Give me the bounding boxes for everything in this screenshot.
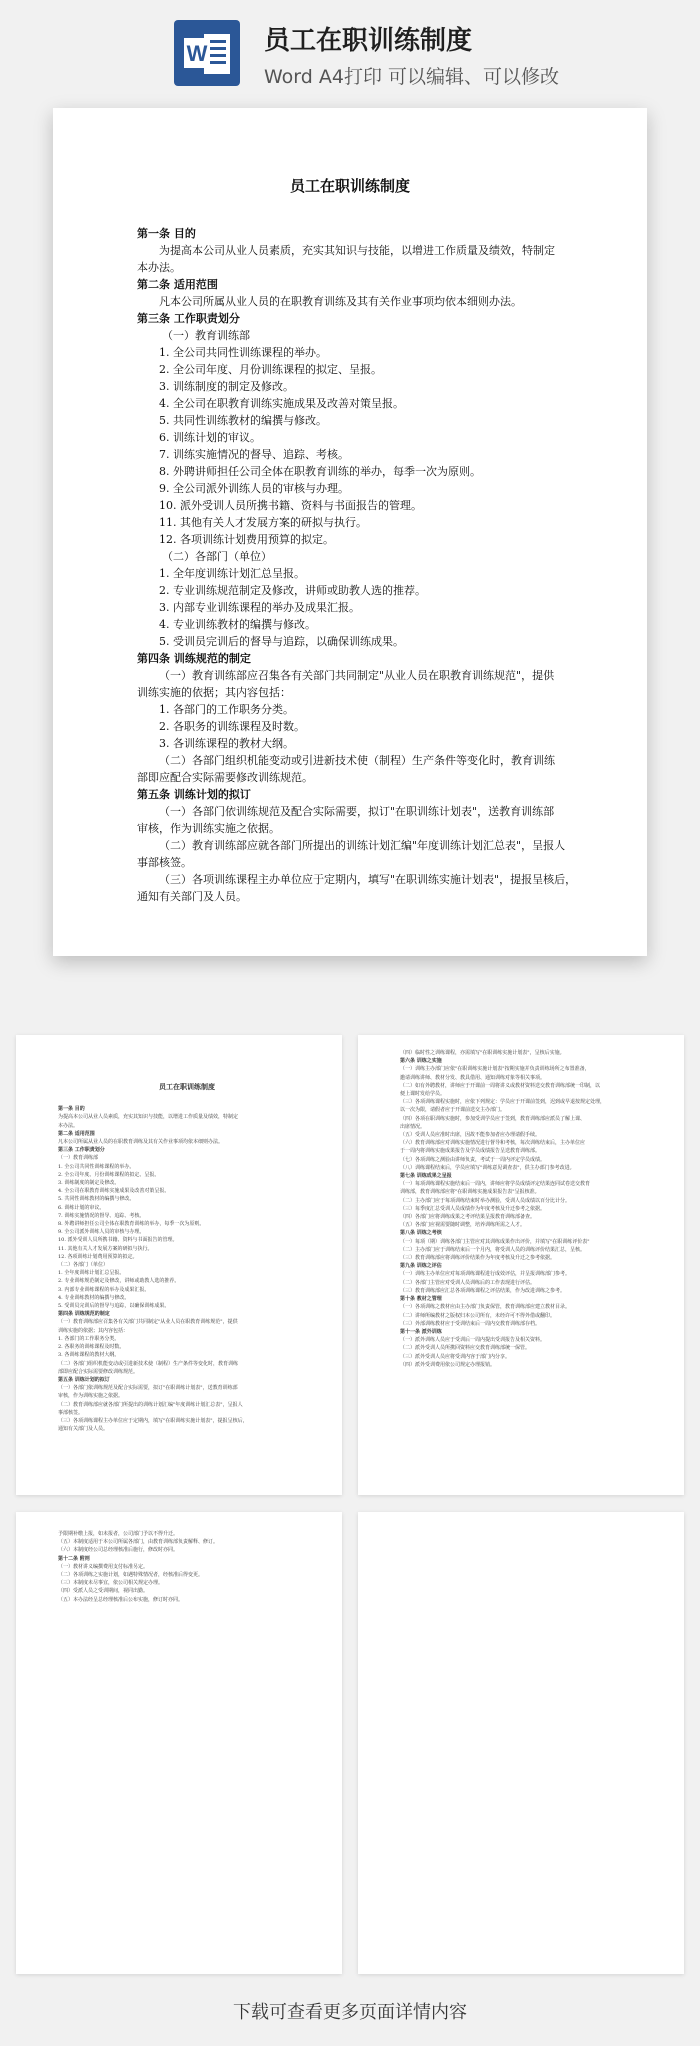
thumbnail-line: （二）各部门（单位） bbox=[58, 1262, 109, 1269]
thumbnail-line: （二）各项训练之实施计划，如遇特殊情况者，经核准后得变更。 bbox=[58, 1572, 204, 1579]
thumbnail-line: 第五条 训练计划的拟订 bbox=[58, 1376, 110, 1383]
thumbnail-line: 予限期补缴上报，如未报者，公司部门予以不得升迁。 bbox=[58, 1531, 179, 1537]
thumbnail-line: （三）各项训练课程主办单位应于定期内，填写"在职训练实施计划表"，提报呈核后， bbox=[58, 1417, 248, 1424]
document-line: 9. 全公司派外训练人员的审核与办理。 bbox=[159, 482, 349, 495]
document-line: 2. 各职务的训练课程及时数。 bbox=[159, 720, 305, 733]
thumbnail-line: 第一条 目的 bbox=[58, 1106, 85, 1113]
thumbnail-text bbox=[58, 1530, 316, 1604]
document-line: 2. 专业训练规范制定及修改，讲师或助教人选的推荐。 bbox=[159, 584, 426, 597]
page-subtitle: Word A4打印 可以编辑、可以修改 bbox=[264, 66, 560, 88]
thumbnail-line: （五）受训人员应准时出席，因故不能参加者应办理请假手续。 bbox=[400, 1132, 541, 1139]
document-line: 3. 内部专业训练课程的举办及成果汇报。 bbox=[159, 601, 360, 614]
thumbnail-line: （八）训练课程结束后，学员应填写"训练意见调查表"，供主办部门参考改进。 bbox=[400, 1164, 575, 1171]
document-line: 10. 派外受训人员所携书籍、资料与书面报告的管理。 bbox=[159, 499, 422, 512]
document-line: 1. 各部门的工作职务分类。 bbox=[159, 703, 294, 716]
document-line: 3. 各训练课程的教材大纲。 bbox=[159, 737, 294, 750]
document-line: 1. 全公司共同性训练课程的举办。 bbox=[159, 346, 327, 359]
thumbnail-line: （一）教育训练部应召集各有关部门共同制定"从业人员在职教育训练规范"，提供 bbox=[58, 1319, 238, 1326]
document-line: （三）各项训练课程主办单位应于定期内，填写"在职训练实施计划表"，提报呈核后， bbox=[159, 873, 577, 886]
thumbnail-line: 3. 训练制度的制定及修改。 bbox=[58, 1180, 120, 1187]
thumbnail-line: （二）各部门组织机能变动或引进新技术使（制程）生产条件等变化时，教育训练 bbox=[58, 1360, 239, 1367]
page-thumbnail-4[interactable] bbox=[358, 1512, 684, 1974]
page-thumbnail-3[interactable] bbox=[16, 1512, 342, 1974]
thumbnail-line: 事部核签。 bbox=[58, 1409, 84, 1416]
thumbnail-line: 8. 外聘讲师担任公司全体在职教育训练的举办，每季一次为原则。 bbox=[58, 1221, 205, 1228]
document-preview-page[interactable] bbox=[53, 108, 647, 956]
document-line: 4. 专业训练教材的编撰与修改。 bbox=[159, 618, 316, 631]
thumbnail-line: （三）每季度汇总受训人员成绩作为年度考核及升迁参考之依据。 bbox=[400, 1205, 546, 1212]
thumbnail-line: 1. 全年度训练计划汇总呈报。 bbox=[58, 1270, 125, 1277]
document-line: 6. 训练计划的审议。 bbox=[159, 431, 261, 444]
header bbox=[0, 0, 700, 100]
thumbnail-line: （六）本制度经公司总经理核准后施行，修改时亦同。 bbox=[58, 1547, 179, 1554]
thumbnail-line: 凡本公司所属从业人员的在职教育训练及其有关作业事项均依本细则办法。 bbox=[58, 1139, 224, 1146]
thumbnail-line: 第四条 训练规范的制定 bbox=[58, 1311, 110, 1318]
thumbnail-line: 第十条 教材之管理 bbox=[400, 1296, 442, 1303]
page-title: 员工在职训练制度 bbox=[264, 26, 473, 56]
thumbnail-line: （四）各部门应将训练成果之考评结果呈报教育训练部备查。 bbox=[400, 1214, 536, 1221]
thumbnail-line: 5. 共同性训练教材的编撰与修改。 bbox=[58, 1196, 135, 1203]
thumbnail-line: 为提高本公司从业人员素质，充实其知识与技能，以增进工作质量及绩效，特制定 bbox=[58, 1114, 239, 1121]
thumbnail-line: 1. 全公司共同性训练课程的举办。 bbox=[58, 1163, 135, 1170]
section-heading: 第五条 训练计划的拟订 bbox=[137, 788, 251, 801]
document-line: 5. 受训员完训后的督导与追踪，以确保训练成果。 bbox=[159, 635, 404, 648]
document-line: （二）教育训练部应就各部门所提出的训练计划汇编"年度训练计划汇总表"，呈报人 bbox=[159, 839, 566, 852]
document-line: （一）各部门依训练规范及配合实际需要，拟订"在职训练计划表"，送教育训练部 bbox=[159, 805, 555, 818]
thumbnail-line: 4. 全公司在职教育训练实施成果及改善对策呈报。 bbox=[58, 1188, 170, 1195]
thumbnail-line: 以一次为限，请假者应于开课前送交主办部门。 bbox=[400, 1107, 506, 1114]
thumbnail-line: （三）各项训练课程实施时，应依下列规定：学员应于开课前签到，迟到或早退按规定处理， bbox=[400, 1099, 606, 1106]
thumbnail-line: 2. 专业训练规范制定及修改，讲师或助教人选的推荐。 bbox=[58, 1278, 180, 1285]
document-line: 部即应配合实际需要修改训练规范。 bbox=[137, 771, 313, 784]
thumbnail-line: 审核，作为训练实施之依据。 bbox=[58, 1393, 124, 1400]
thumbnail-line: （三）教育训练部应汇总各项训练课程之评估结果，作为改进训练之参考。 bbox=[400, 1287, 566, 1294]
thumbnail-line: （二）如有外聘教材，讲师应于开课前一周将讲义或教材资料送交教育训练部统一印制，以 bbox=[400, 1082, 601, 1089]
thumbnail-line: （四）临时性之训练课程，亦需填写"在职训练实施计划表"，呈核后实施。 bbox=[400, 1050, 565, 1056]
thumbnail-line: （六）教育训练部应对训练实施情况进行督导和考核，每次训练结束后，主办单位应 bbox=[400, 1140, 586, 1147]
thumbnail-line: （二）各部门主管应对受训人员训练后的工作表现进行评估。 bbox=[400, 1279, 536, 1286]
thumbnail-line: 第二条 适用范围 bbox=[58, 1130, 95, 1137]
thumbnail-line: 2. 各职务的训练课程及时数。 bbox=[58, 1344, 125, 1351]
thumbnail-line: （一）训练主办部门应依"在职训练实施计划表"按期实施并负责训练场所之布置准备， bbox=[400, 1066, 590, 1073]
section-heading: 第二条 适用范围 bbox=[137, 278, 218, 291]
thumbnail-line: 4. 专业训练教材的编撰与修改。 bbox=[58, 1294, 130, 1301]
document-line: 凡本公司所属从业人员的在职教育训练及其有关作业事项均依本细则办法。 bbox=[159, 295, 522, 308]
thumbnail-line: （一）各部门依训练规范及配合实际需要，拟订"在职训练计划表"，送教育训练部 bbox=[58, 1385, 238, 1392]
thumbnail-line: （一）每项（期）训练各部门主管应对其训练成果作出评价，并填写"在职训练评价表" bbox=[400, 1238, 590, 1245]
thumbnail-line: （四）各项在职训练实施时，参加受训学员应于签到，教育训练部应派员了解上课、 bbox=[400, 1115, 586, 1122]
document-line: （二）各部门（单位） bbox=[162, 550, 272, 563]
thumbnail-line: 10. 派外受训人员所携书籍、资料与书面报告的管理。 bbox=[58, 1237, 178, 1244]
document-title: 员工在职训练制度 bbox=[289, 177, 410, 195]
thumbnail-line: （四）受派人员之受训期间，视同出勤。 bbox=[58, 1588, 149, 1595]
thumbnail-text bbox=[58, 1083, 316, 1433]
thumbnail-line: 本办法。 bbox=[58, 1122, 79, 1129]
thumbnail-line: （三）外部训练教材应于受训结束后一周内交教育训练部存档。 bbox=[400, 1320, 541, 1327]
thumbnail-line: 于一周内将训练实施成果报告及学员成绩报告呈送教育训练部。 bbox=[400, 1148, 541, 1155]
page-thumbnail-1[interactable] bbox=[16, 1035, 342, 1495]
thumbnail-line: 第九条 训练之评估 bbox=[400, 1263, 442, 1270]
thumbnail-line: （一）教材讲义编撰费用支付标准另定。 bbox=[58, 1563, 149, 1570]
thumbnail-line: 11. 其他有关人才发展方案的研拟与执行。 bbox=[58, 1245, 153, 1252]
document-line: 审核，作为训练实施之依据。 bbox=[137, 822, 280, 835]
thumbnail-line: （三）派外受训人员应将受训内容于部门内分享。 bbox=[400, 1353, 511, 1360]
document-line: 1. 全年度训练计划汇总呈报。 bbox=[159, 567, 305, 580]
svg-text:W: W bbox=[186, 41, 208, 66]
thumbnail-line: （一）派外训练人员应于受训后一周内提出受训报告及相关资料。 bbox=[400, 1337, 546, 1344]
section-heading: 第四条 训练规范的制定 bbox=[137, 652, 251, 665]
thumbnail-line: （二）教育训练部应就各部门所提出的训练计划汇编"年度训练计划汇总表"，呈报人 bbox=[58, 1401, 243, 1408]
document-line: （二）各部门组织机能变动或引进新技术使（制程）生产条件等变化时，教育训练 bbox=[159, 754, 555, 767]
document-line: （一）教育训练部应召集各有关部门共同制定"从业人员在职教育训练规范"，提供 bbox=[159, 669, 555, 682]
document-line: 8. 外聘讲师担任公司全体在职教育训练的举办，每季一次为原则。 bbox=[159, 465, 481, 478]
thumbnail-line: 通知有关部门及人员。 bbox=[58, 1426, 109, 1433]
document-line: 12. 各项训练计划费用预算的拟定。 bbox=[159, 533, 334, 546]
document-line: 7. 训练实施情况的督导、追踪、考核。 bbox=[159, 448, 349, 461]
document-line: 3. 训练制度的制定及修改。 bbox=[159, 380, 294, 393]
section-heading: 第一条 目的 bbox=[137, 227, 196, 240]
thumbnail-line: 部即应配合实际需要修改训练规范。 bbox=[58, 1368, 139, 1375]
thumbnail-line: （一）训练主办单位应对每项训练课程进行成效评估，并呈报训练部门参考。 bbox=[400, 1271, 571, 1278]
thumbnail-line: （五）本制度适用于本公司所属各部门，由教育训练部负责解释、修订。 bbox=[58, 1539, 219, 1546]
thumbnail-line: 训练实施的依据；其内容包括： bbox=[58, 1327, 129, 1334]
thumbnail-line: （一）教育训练部 bbox=[58, 1155, 99, 1162]
thumbnail-line: （四）派外受训费用依公司规定办理报销。 bbox=[400, 1361, 496, 1368]
thumbnail-title: 员工在职训练制度 bbox=[159, 1083, 215, 1091]
download-more-link[interactable]: 下载可查看更多页面详情内容 bbox=[233, 2002, 467, 2023]
thumbnail-line: （二）主办部门应于每项训练结束时举办测验，受训人员成绩以百分比计分。 bbox=[400, 1197, 571, 1204]
thumbnail-line: 邀请训练讲师、教材分发、教具借用、通知训练对象等相关事项。 bbox=[400, 1074, 546, 1081]
thumbnail-line: （二）派外受训人员所携回资料应交教育训练部统一保管。 bbox=[400, 1345, 531, 1352]
document-line: 事部核签。 bbox=[137, 856, 192, 869]
document-line: （一）教育训练部 bbox=[162, 329, 250, 342]
document-body bbox=[137, 178, 649, 905]
thumbnail-text bbox=[400, 1049, 658, 1369]
document-line: 11. 其他有关人才发展方案的研拟与执行。 bbox=[159, 516, 367, 529]
thumbnail-line: （二）主办部门应于训练结束后一个月内，将受训人员的训练评价结果汇总，呈核。 bbox=[400, 1246, 586, 1253]
thumbnail-line: 5. 受训员完训后的督导与追踪，以确保训练成果。 bbox=[58, 1303, 170, 1310]
page-thumbnail-2[interactable] bbox=[358, 1035, 684, 1495]
thumbnail-line: 7. 训练实施情况的督导、追踪、考核。 bbox=[58, 1212, 145, 1219]
thumbnail-line: （五）各部门应视需要随时调整，培养训练所需之人才。 bbox=[400, 1222, 526, 1229]
word-document-icon bbox=[174, 20, 240, 86]
thumbnail-line: 2. 全公司年度、月份训练课程的拟定、呈报。 bbox=[58, 1171, 160, 1178]
thumbnail-line: 第六条 训练之实施 bbox=[400, 1058, 442, 1065]
thumbnail-line: （三）本制度未尽事宜，依公司相关规定办理。 bbox=[58, 1580, 164, 1587]
thumbnail-line: 第八条 训练之考核 bbox=[400, 1230, 442, 1237]
document-line: 为提高本公司从业人员素质，充实其知识与技能，以增进工作质量及绩效，特制定 bbox=[159, 244, 555, 257]
thumbnail-line: 第三条 工作职责划分 bbox=[58, 1147, 105, 1154]
thumbnail-line: 第十一条 派外训练 bbox=[400, 1328, 442, 1335]
thumbnail-line: 12. 各项训练计划费用预算的拟定。 bbox=[58, 1253, 138, 1260]
thumbnail-line: （二）讲师所编教材之版权归本公司所有，未经许可不得外借或翻印。 bbox=[400, 1312, 556, 1319]
thumbnail-line: 1. 各部门的工作职务分类。 bbox=[58, 1335, 120, 1342]
thumbnail-line: （一）各项训练之教材应由主办部门负责保管，教育训练部应建立教材目录。 bbox=[400, 1304, 571, 1311]
thumbnail-line: 出席情况。 bbox=[400, 1123, 426, 1130]
document-line: 本办法。 bbox=[137, 261, 181, 274]
document-line: 2. 全公司年度、月份训练课程的拟定、呈报。 bbox=[159, 363, 382, 376]
thumbnail-line: 便上课时发给学员。 bbox=[400, 1091, 446, 1098]
document-line: 训练实施的依据；其内容包括： bbox=[137, 686, 291, 699]
thumbnail-line: （三）教育训练部应将训练评价结果作为年度考核及升迁之参考依据。 bbox=[400, 1255, 556, 1262]
thumbnail-line: 3. 内部专业训练课程的举办及成果汇报。 bbox=[58, 1286, 150, 1293]
section-heading: 第三条 工作职责划分 bbox=[137, 312, 240, 325]
thumbnail-line: （七）各项训练之测验由讲师负责，考试于一周内评定学员成绩。 bbox=[400, 1156, 546, 1163]
thumbnail-line: 第十二条 附则 bbox=[58, 1555, 90, 1562]
thumbnail-line: 3. 各训练课程的教材大纲。 bbox=[58, 1352, 120, 1359]
thumbnail-line: 第七条 训练成果之呈报 bbox=[400, 1173, 452, 1180]
document-line: 通知有关部门及人员。 bbox=[137, 890, 247, 903]
thumbnail-line: 6. 训练计划的审议。 bbox=[58, 1204, 105, 1211]
document-line: 4. 全公司在职教育训练实施成果及改善对策呈报。 bbox=[159, 397, 404, 410]
thumbnail-line: （五）本办法经呈总经理核准后公布实施，修订时亦同。 bbox=[58, 1596, 184, 1603]
thumbnail-line: 训练部，教育训练部应将"在职训练实施成果报告表"呈报核准。 bbox=[400, 1189, 540, 1196]
document-line: 5. 共同性训练教材的编撰与修改。 bbox=[159, 414, 327, 427]
thumbnail-line: （一）每项训练课程实施结束后一周内，讲师应将学员成绩评定结果连同试卷送交教育 bbox=[400, 1181, 591, 1188]
thumbnail-line: 9. 全公司派外训练人员的审核与办理。 bbox=[58, 1229, 145, 1236]
